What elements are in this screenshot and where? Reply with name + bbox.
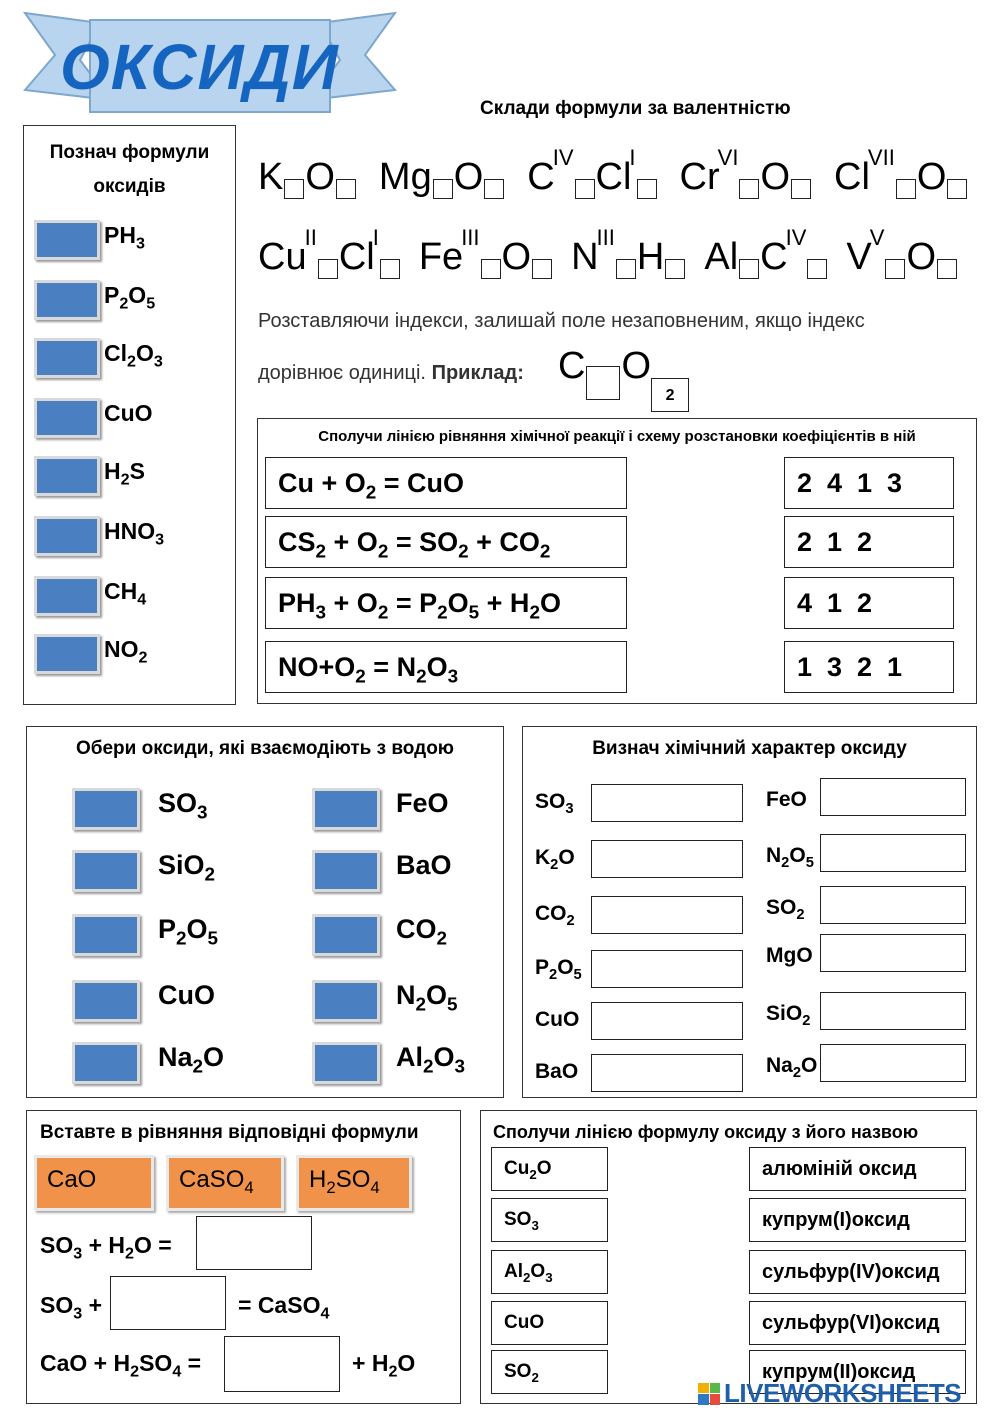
character-oxide: $SO_3$ xyxy=(535,790,574,818)
valence-formula: $Cr^{VI}$ O xyxy=(680,156,812,198)
eq2-left: $SO_3$ + xyxy=(40,1292,103,1323)
oxide-formula-box[interactable]: $Al_2O_3$ xyxy=(491,1250,608,1294)
coefficient-scheme[interactable]: 1 3 2 1 xyxy=(784,641,954,693)
character-oxide: CuO xyxy=(535,1008,580,1031)
page-title: ОКСИДИ xyxy=(60,31,339,103)
character-oxide: FeO xyxy=(766,788,807,811)
index-blank[interactable] xyxy=(807,259,827,279)
example-index: 2 xyxy=(651,378,689,412)
valence-formula: $Fe^{III}$ O xyxy=(419,236,553,278)
formula-option[interactable]: $H_2SO_4$ xyxy=(296,1155,412,1211)
character-input[interactable] xyxy=(820,934,966,972)
index-blank[interactable] xyxy=(791,179,811,199)
oxide-checkbox[interactable] xyxy=(34,576,100,616)
valence-formula: Al $C^{IV}$ xyxy=(704,236,828,278)
oxide-checkbox[interactable] xyxy=(34,516,100,556)
character-input[interactable] xyxy=(591,950,743,988)
water-oxide: CuO xyxy=(158,980,215,1010)
valence-row-2 xyxy=(258,225,976,279)
oxide-formula-box[interactable]: CuO xyxy=(491,1301,608,1345)
character-input[interactable] xyxy=(591,840,743,878)
oxide-name-box[interactable]: сульфур(VI)оксид xyxy=(749,1301,966,1345)
index-blank[interactable] xyxy=(481,259,501,279)
oxide-name-box[interactable]: купрум(II)оксид xyxy=(749,1350,966,1394)
water-oxide: $Na_2O$ xyxy=(158,1042,225,1078)
character-oxide: BaO xyxy=(535,1060,579,1083)
oxide-name-box[interactable]: алюміній оксид xyxy=(749,1147,966,1191)
oxide-name-box[interactable]: сульфур(IV)оксид xyxy=(749,1250,966,1294)
oxide-formula: $HNO_3$ xyxy=(104,518,165,549)
eq2-right: = CaSO$_4$ xyxy=(238,1292,330,1323)
valence-row-1 xyxy=(258,145,990,199)
index-blank[interactable] xyxy=(284,179,304,199)
index-blank[interactable] xyxy=(739,259,759,279)
water-checkbox[interactable] xyxy=(312,850,380,892)
character-oxide: $CO_2$ xyxy=(535,902,575,930)
oxide-checkbox[interactable] xyxy=(34,280,100,320)
index-blank[interactable] xyxy=(616,259,636,279)
formula-option[interactable]: CaO xyxy=(34,1155,154,1211)
character-input[interactable] xyxy=(820,834,966,872)
character-input[interactable] xyxy=(820,992,966,1030)
index-blank[interactable] xyxy=(896,179,916,199)
eq1-blank[interactable] xyxy=(196,1216,312,1270)
water-checkbox[interactable] xyxy=(72,1042,140,1084)
character-input[interactable] xyxy=(591,896,743,934)
index-blank[interactable] xyxy=(885,259,905,279)
reaction-equation[interactable]: $NO+O_2 = N_2O_3$ xyxy=(265,641,627,693)
water-oxide: BaO xyxy=(396,850,452,880)
index-blank[interactable] xyxy=(380,259,400,279)
oxide-formula: CuO xyxy=(104,400,153,426)
index-blank[interactable] xyxy=(937,259,957,279)
water-oxide: $N_2O_5$ xyxy=(396,980,458,1016)
water-checkbox[interactable] xyxy=(312,1042,380,1084)
index-blank[interactable] xyxy=(336,179,356,199)
character-input[interactable] xyxy=(591,784,743,822)
water-oxide: FeO xyxy=(396,788,449,818)
water-checkbox[interactable] xyxy=(312,914,380,956)
instruction-line-1: Розставляючи індекси, залишай поле незаповненим, якщо індекс xyxy=(258,310,865,332)
coefficient-scheme[interactable]: 2 4 1 3 xyxy=(784,457,954,509)
brand-icon xyxy=(698,1383,720,1405)
character-oxide: $SO_2$ xyxy=(766,896,805,924)
oxide-checkbox[interactable] xyxy=(34,456,100,496)
valence-formula: $V^V$ O xyxy=(846,236,958,278)
character-oxide: $Na_2O$ xyxy=(766,1054,818,1082)
water-checkbox[interactable] xyxy=(72,980,140,1022)
index-blank[interactable] xyxy=(739,179,759,199)
water-checkbox[interactable] xyxy=(72,850,140,892)
brand-name: LIVEWORKSHEETS xyxy=(724,1378,962,1408)
index-blank[interactable] xyxy=(433,179,453,199)
valence-formula: Mg O xyxy=(379,156,505,198)
names-heading: Сполучи лінією формулу оксиду з його назвою xyxy=(493,1122,919,1142)
valence-formula: $C^{IV}$ $Cl^I$ xyxy=(527,156,657,198)
insert-heading: Вставте в рівняння відповідні формули xyxy=(40,1122,419,1143)
water-oxide: $SO_3$ xyxy=(158,788,208,824)
index-blank[interactable] xyxy=(318,259,338,279)
example-label: Приклад: xyxy=(431,362,524,384)
oxide-formula: $PH_3$ xyxy=(104,222,145,253)
eq3-right: + $H_2O$ xyxy=(352,1350,416,1381)
eq3-left: CaO + $H_2SO_4$ = xyxy=(40,1350,202,1381)
coefficient-scheme[interactable]: 4 1 2 xyxy=(784,577,954,629)
oxide-checkbox[interactable] xyxy=(34,220,100,260)
character-oxide: $N_2O_5$ xyxy=(766,844,814,872)
formula-option[interactable]: CaSO$_4$ xyxy=(166,1155,284,1211)
oxide-formula: $H_2S$ xyxy=(104,458,145,489)
oxide-formula-box[interactable]: $Cu_2O$ xyxy=(491,1147,608,1191)
character-input[interactable] xyxy=(591,1054,743,1092)
oxide-formula: $Cl_2O_3$ xyxy=(104,340,163,371)
index-blank[interactable] xyxy=(532,259,552,279)
oxide-name-box[interactable]: купрум(I)оксид xyxy=(749,1198,966,1242)
water-checkbox[interactable] xyxy=(312,788,380,830)
eq3-blank[interactable] xyxy=(224,1336,340,1392)
character-oxide: $K_2O$ xyxy=(535,846,575,874)
water-oxide: $CO_2$ xyxy=(396,914,448,950)
oxide-checkbox[interactable] xyxy=(34,634,100,674)
water-oxide: $P_2O_5$ xyxy=(158,914,219,950)
reaction-equation[interactable]: $PH_3 + O_2 = P_2O_5 + H_2O$ xyxy=(265,577,627,629)
character-heading: Визнач хімічний характер оксиду xyxy=(592,738,907,759)
valence-formula: $N^{III}$ H xyxy=(571,236,686,278)
eq2-blank[interactable] xyxy=(110,1276,226,1330)
instruction-line-2: дорівнює одиниці. Приклад: xyxy=(258,362,524,384)
character-input[interactable] xyxy=(820,1044,966,1082)
water-heading: Обери оксиди, які взаємодіють з водою xyxy=(75,738,455,759)
oxide-checkbox[interactable] xyxy=(34,338,100,378)
water-oxide: $Al_2O_3$ xyxy=(396,1042,466,1078)
character-oxide: $P_2O_5$ xyxy=(535,956,582,984)
brand-logo[interactable] xyxy=(698,1378,961,1409)
oxide-formula: $CH_4$ xyxy=(104,578,147,609)
index-blank[interactable] xyxy=(665,259,685,279)
oxide-formula: $P_2O_5$ xyxy=(104,282,156,313)
oxide-formula-box[interactable]: $SO_3$ xyxy=(491,1198,608,1242)
index-blank[interactable] xyxy=(637,179,657,199)
oxide-checkbox[interactable] xyxy=(34,398,100,438)
character-input[interactable] xyxy=(820,886,966,924)
water-checkbox[interactable] xyxy=(312,980,380,1022)
character-input[interactable] xyxy=(591,1002,743,1040)
water-checkbox[interactable] xyxy=(72,788,140,830)
oxide-formula-box[interactable]: $SO_2$ xyxy=(491,1350,608,1394)
reactions-heading: Сполучи лінією рівняння хімічної реакції і схему розстановки коефіцієнтів в ній xyxy=(318,428,916,445)
eq1-left: $SO_3 + H_2O$ = xyxy=(40,1232,172,1263)
valence-formula: $Cl^{VII}$ O xyxy=(834,156,968,198)
water-checkbox[interactable] xyxy=(72,914,140,956)
water-oxide: SiO$_2$ xyxy=(158,850,216,886)
character-input[interactable] xyxy=(820,778,966,816)
example-formula: C O2 xyxy=(558,345,689,412)
oxide-formula: $NO_2$ xyxy=(104,636,148,667)
index-blank[interactable] xyxy=(575,179,595,199)
valence-formula: $Cu^{II}$ $Cl^I$ xyxy=(258,236,401,278)
valence-formula: K O xyxy=(258,156,357,198)
character-oxide: MgO xyxy=(766,944,813,967)
index-blank[interactable] xyxy=(947,179,967,199)
reaction-equation[interactable]: $Cu + O_2$ = CuO xyxy=(265,457,627,509)
reaction-equation[interactable]: $CS_2 + O_2 = SO_2 + CO_2$ xyxy=(265,516,627,568)
mark-oxides-heading: Познач формули оксидів xyxy=(49,142,210,197)
coefficient-scheme[interactable]: 2 1 2 xyxy=(784,516,954,568)
character-oxide: SiO$_2$ xyxy=(766,1002,811,1030)
valence-heading: Склади формули за валентністю xyxy=(480,98,791,119)
index-blank[interactable] xyxy=(484,179,504,199)
